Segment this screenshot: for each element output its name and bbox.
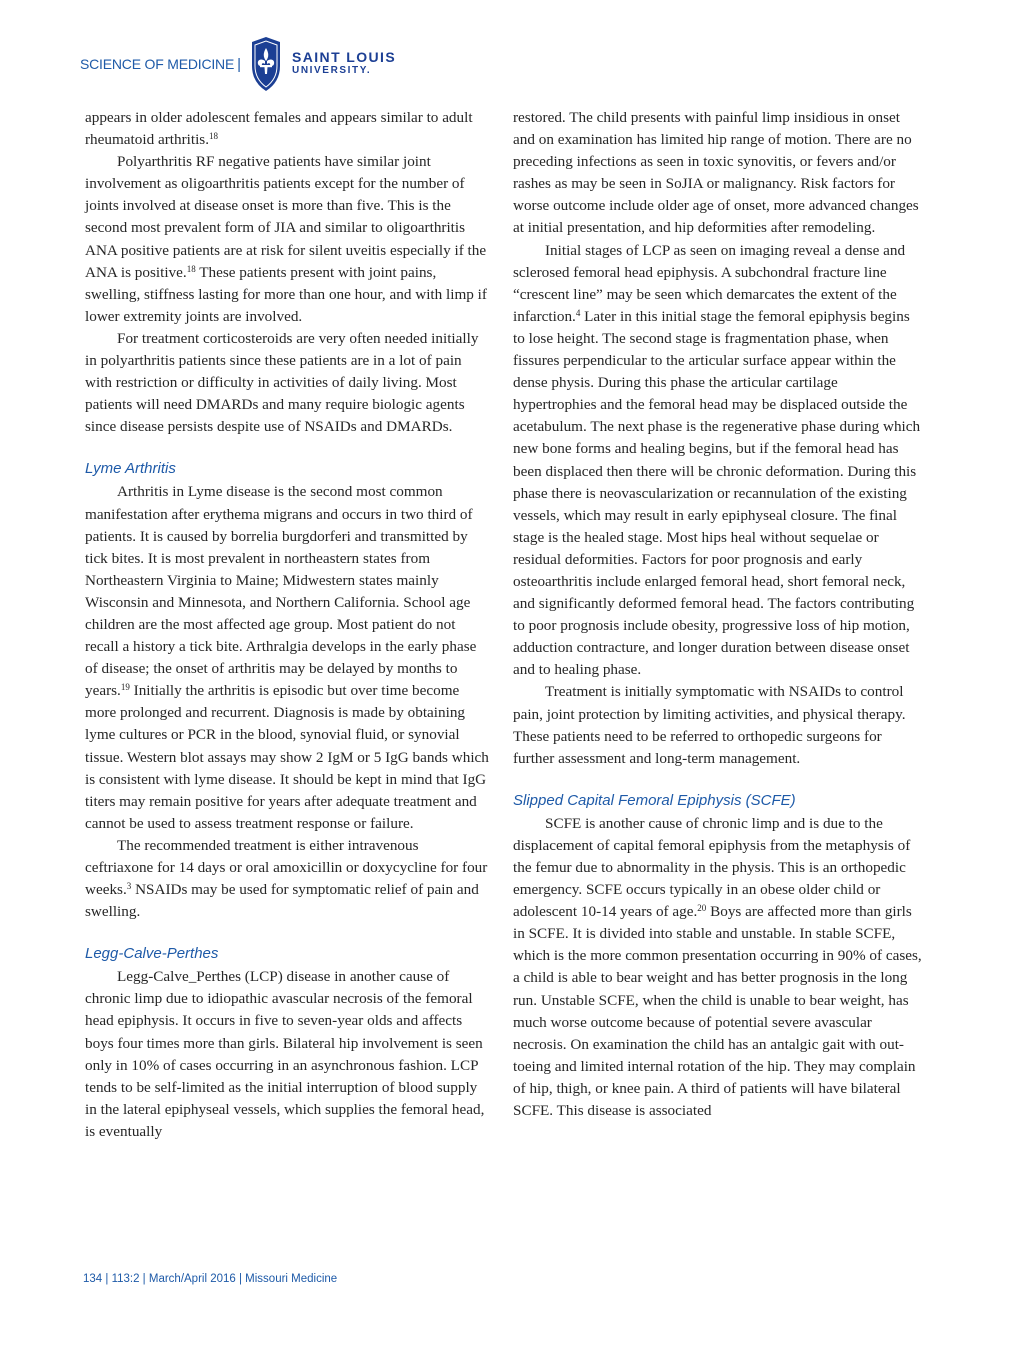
paragraph: Arthritis in Lyme disease is the second most common manifestation after erythema migrans and occurs in two third of patients. It is caused by borrelia burgdorferi and transmitted by tick bites. It is most prevalent in northeastern states from Northeastern Virginia to Maine; Midwestern states mainly Wisconsin and Minnesota, and Northern California. School age children are the most affected age group. Most patient do not recall a history a tick bite. Arthralgia develops in the early phase of disease; the onset of arthritis may be delayed by months to years.$^{19}$ Initially the arthritis is episodic but over time become more prolonged and recurrent. Diagnosis is made by obtaining lyme cultures or PCR in the blood, synovial fluid, or synovial tissue. Western blot assays may show 2 IgM or 5 IgG bands which is consistent with lyme disease. It should be kept in mind that IgG titers may remain positive for years after adequate treatment and cannot be used to assess treatment response or failure. xyxy=(85,483,489,832)
citation: 18 xyxy=(209,131,218,142)
citation: 20 xyxy=(697,903,707,914)
paragraph: Polyarthritis RF negative patients have similar joint involvement as oligoarthritis patients except for the number of joints involved at disease onset is more than five. This is the second most prevalent form of JIA and similar to oligoarthritis ANA positive patients are at risk for silent uveitis especially if the ANA is positive.$^{18}$ These patients present with joint pains, swelling, stiffness lasting for more than one hour, and with limp if lower extremity joints are involved. xyxy=(85,153,487,325)
paragraph: Treatment is initially symptomatic with NSAIDs to control pain, joint protection by limiting activities, and physical therapy. These patients need to be referred to orthopedic surgeons for further assessment and long-term management. xyxy=(513,683,906,767)
header-separator: | xyxy=(237,55,242,73)
section-heading-legg-calve-perthes: Legg-Calve-Perthes xyxy=(85,945,219,963)
citation: 18 xyxy=(186,263,196,274)
paragraph: SCFE is another cause of chronic limp and is due to the displacement of capital femoral epiphysis from the metaphysis of the femur due to abnormality in the physis. This is an orthopedic emergency. SCFE occurs typically in an obese older child or adolescent 10-14 years of age.$^{20}$ Boys are affected more than girls in SCFE. It is divided into stable and unstable. In stable SCFE, which is the more common presentation occurring in 90% of cases, a child is able to bear weight and has better prognosis in the long run. Unstable SCFE, when the child is unable to bear weight, has much worse outcome because of potential severe avascular necrosis. On examination the child has an antalgic gait with out-toeing and limited internal rotation of the hip. They may complain of hip, thigh, or knee pain. A third of patients will have bilateral SCFE. This disease is associated xyxy=(513,814,922,1120)
citation: 3 xyxy=(126,881,132,892)
right-column xyxy=(513,107,923,1122)
paragraph: For treatment corticosteroids are very often needed initially in polyarthritis patients since these patients are in a lot of pain with restriction or difficulty in activities of daily living. Most patients will need DMARDs and many require biologic agents since disease persists despite use of NSAIDs and DMARDs. xyxy=(85,329,479,436)
left-column xyxy=(85,107,490,1143)
fleur-de-lis-shield-icon xyxy=(248,36,284,92)
citation: 4 xyxy=(575,307,581,318)
paragraph: Legg-Calve_Perthes (LCP) disease in another cause of chronic limp due to idiopathic avascular necrosis of the femoral head epiphysis. It occurs in five to seven-year olds and affects boys four times more than girls. Bilateral hip involvement is seen only in 10% of cases occurring in an asynchronous fashion. LCP tends to be self-limited as the initial interruption of blood supply in the lateral epiphyseal vessels, which supplies the femoral head, is eventually xyxy=(85,968,485,1140)
paragraph: restored. The child presents with painful limp insidious in onset and on examination has limited hip range of motion. There are no preceding infections as seen in toxic synovitis, or fevers and/or rashes as may be seen in SoJIA or malignancy. Risk factors for worse outcome include older age of onset, more advanced changes at initial presentation, and hip deformities after remodeling. xyxy=(513,109,919,237)
paragraph: The recommended treatment is either intravenous ceftriaxone for 14 days or oral amoxicillin or doxycycline for four weeks.$^3$ NSAIDs may be used for symptomatic relief of pain and swelling. xyxy=(85,836,488,921)
university-name-line2: UNIVERSITY. xyxy=(292,65,372,76)
paragraph: Initial stages of LCP as seen on imaging reveal a dense and sclerosed femoral head epiphysis. A subchondral fracture line “crescent line” may be seen which demarcates the extent of the infarction.$^4$ Later in this initial stage the femoral epiphysis begins to lose height. The second stage is fragmentation phase, when fissures perpendicular to the articular surface appear within the dense physis. During this phase the articular cartilage hypertrophies and the femoral head may be displaced outside the acetabulum. The next phase is the regenerative phase during which new bone forms and healing begins, but if the femoral head has been displaced then there will be chronic deformation. During this phase there is neovascularization or recannulation of the existing vessels, which may result in early epiphyseal closure. The final stage is the healed stage. Most hips heal without sequelae or residual deformities. Factors for poor prognosis and early osteoarthritis include enlarged femoral head, short femoral neck, and significantly deformed femoral head. The factors contributing to poor prognosis include obesity, progressive loss of hip motion, adduction contracture, and longer duration between disease onset and to healing phase. xyxy=(513,241,921,679)
university-name-line1: SAINT LOUIS xyxy=(292,49,397,65)
paragraph: appears in older adolescent females and appears similar to adult rheumatoid arthritis.$^{18}$ xyxy=(85,109,473,149)
section-heading-lyme-arthritis: Lyme Arthritis xyxy=(85,460,176,478)
page-footer: 134 | 113:2 | March/April 2016 | Missouri Medicine xyxy=(83,1273,338,1285)
section-heading-scfe: Slipped Capital Femoral Epiphysis (SCFE) xyxy=(513,791,796,809)
citation: 19 xyxy=(120,682,130,693)
page-header xyxy=(80,34,396,94)
journal-section-title: SCIENCE OF MEDICINE xyxy=(80,56,235,72)
university-wordmark xyxy=(292,50,396,78)
